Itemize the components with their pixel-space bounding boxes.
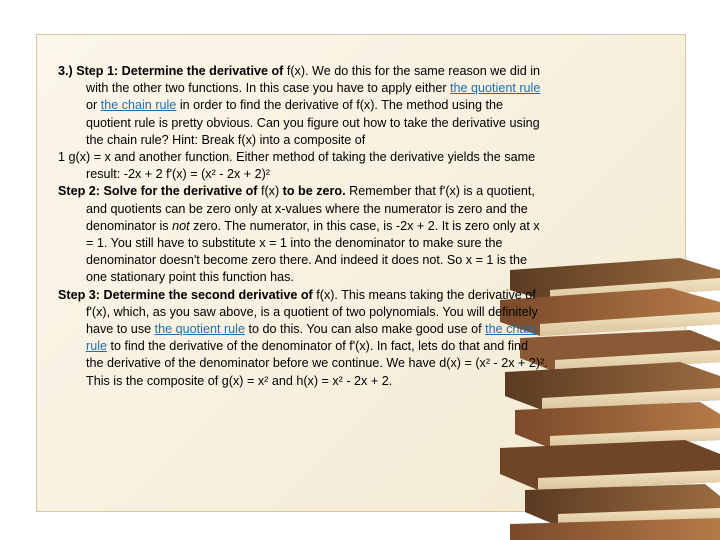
step-3-text-b: to do this. You can also make good use of (244, 322, 486, 337)
slide-text (58, 63, 548, 390)
step-3-heading: Step 3: Determine the second derivative of (58, 287, 313, 302)
paragraph-derivative-result (58, 149, 548, 183)
paragraph-step-3 (58, 287, 548, 390)
step-2-heading-b: to be zero. (282, 184, 346, 199)
step-2-text-b: Remember that f'(x) is a quotient, and quotients can be zero only at x-values where the numerator is zero and the denominator is (86, 184, 535, 233)
chain-rule-link[interactable]: the chain rule (100, 98, 177, 113)
step-3-text-c: to find the derivative of the denominator of f'(x). In fact, lets do that and find the derivative of the denominator before we continue. We have d(x) = (x² - 2x + 2)². This is the composite of g(x) = x² and h(x) = x² - 2x + 2. (86, 339, 548, 388)
step-2-text-a: f(x) (257, 184, 283, 199)
step-1-text-c: in order to find the derivative of f(x). The method using the quotient rule is pretty obvious. Can you figure out how to take the derivative using the chain rule? Hint: Break f(x) into a composite of (86, 98, 540, 147)
quotient-rule-link-2[interactable]: the quotient rule (154, 322, 245, 337)
step-2-heading: Step 2: Solve for the derivative of (58, 184, 258, 199)
step-1-heading: 3.) Step 1: Determine the derivative of (58, 64, 284, 78)
paragraph-step-2 (58, 183, 548, 286)
step-1-text-b: or (86, 98, 101, 113)
derivative-result-text: 1 g(x) = x and another function. Either method of taking the derivative yields the same result: -2x + 2 f'(x) = (x² - 2x + 2)² (58, 150, 536, 182)
paragraph-step-1 (58, 63, 548, 149)
step-3-text-a: f(x). This means taking the derivative of f'(x), which, as you saw above, is a quotient of two polynomials. You will definitely have to use (86, 287, 538, 337)
chain-rule-link-2[interactable]: the chain rule (86, 322, 537, 354)
step-2-text-c: zero. The numerator, in this case, is -2x + 2. It is zero only at x = 1. You still have to substitute x = 1 into the denominator to make sure the denominator doesn't become zero there. And indeed it does not. So x = 1 is the one stationary point this function has. (86, 218, 540, 285)
quotient-rule-link[interactable]: the quotient rule (450, 81, 541, 96)
step-1-text-a: f(x). We do this for the same reason we did in with the other two functions. In this case you have to apply either (86, 64, 541, 96)
emphasis-not: not (172, 218, 190, 233)
